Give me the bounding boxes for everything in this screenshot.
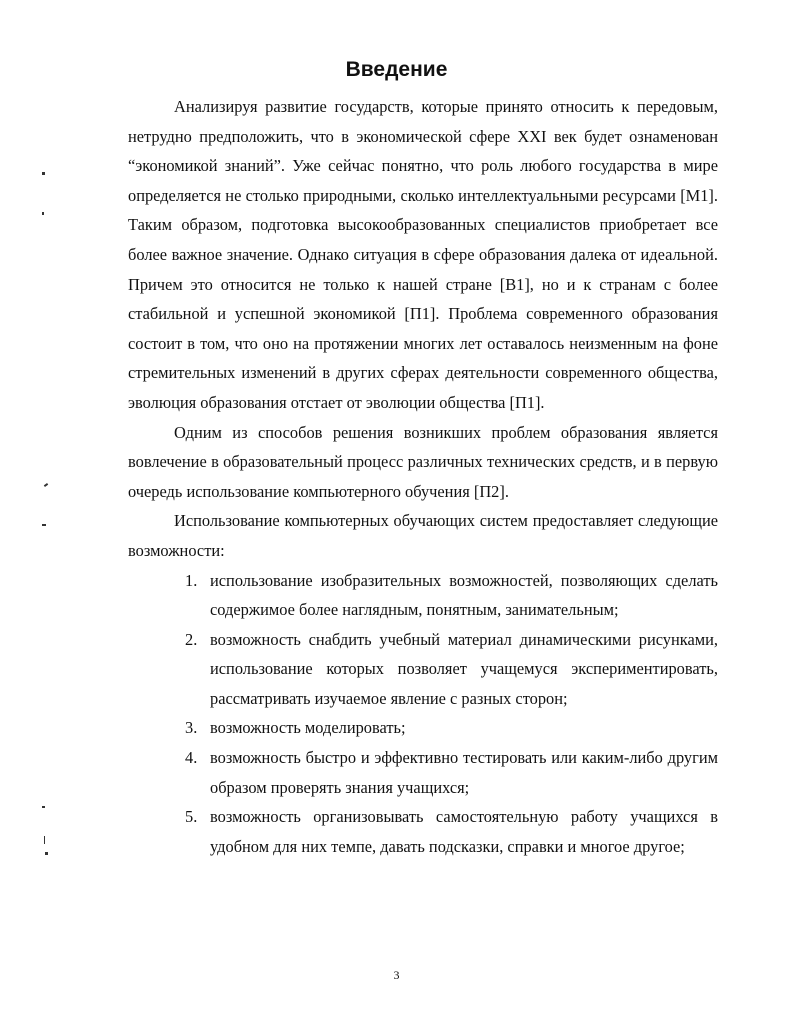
list-item [185, 713, 718, 743]
list-item-number: 4. [185, 748, 198, 768]
scan-artifact [45, 852, 48, 855]
scan-artifact [42, 212, 44, 215]
list-item [185, 625, 718, 714]
scan-artifact [44, 836, 45, 844]
list-item [185, 743, 718, 802]
scan-artifact [44, 483, 48, 487]
paragraph-solution: Одним из способов решения возникших проблем образования является вовлечение в образовательный процесс различных технических средств, и в первую очередь использование компьютерного обучения [П2]. [128, 422, 718, 501]
page-title: Введение [345, 58, 448, 81]
list-item-text: возможность быстро и эффективно тестировать или каким-либо другим образом проверять знания учащихся; [210, 748, 718, 797]
scan-artifact [42, 806, 45, 808]
capabilities-list [128, 566, 718, 862]
list-item [185, 566, 718, 625]
list-item-text: использование изобразительных возможностей, позволяющих сделать содержимое более наглядным, понятным, занимательным; [210, 570, 718, 620]
page-number: 3 [393, 968, 400, 982]
list-item-number: 3. [185, 718, 198, 738]
paragraph-list-lead: Использование компьютерных обучающих систем предоставляет следующие возможности: [128, 511, 718, 560]
list-item [185, 802, 718, 861]
paragraph-intro: Анализируя развитие государств, которые принято относить к передовым, нетрудно предположить, что в экономической сфере XXI век будет ознаменован “экономикой знаний”. Уже сейчас понятно, что роль любого государства в мире определяется не столько природными, сколько интеллектуальными ресурсами [M1]. Таким образом, подготовка высокообразованных специалистов приобретает все более важное значение. Однако ситуация в сфере образования далека от идеальной. Причем это относится не только к нашей стране [B1], но и к странам с более стабильной и успешной экономикой [П1]. Проблема современного образования состоит в том, что оно на протяжении многих лет оставалось неизменным на фоне стремительных изменений в других сферах деятельности современного общества, эволюция образования отстает от эволюции общества [П1]. [128, 97, 718, 412]
scan-artifact [42, 172, 45, 175]
document-body [128, 92, 718, 861]
scan-artifact [42, 524, 46, 526]
list-item-number: 5. [185, 807, 198, 827]
list-item-number: 2. [185, 629, 198, 649]
list-item-number: 1. [185, 570, 198, 590]
list-item-text: возможность снабдить учебный материал динамическими рисунками, использование которых позволяет учащемуся экспериментировать, рассматривать изучаемое явление с разных сторон; [210, 629, 718, 708]
list-item-text: возможность моделировать; [210, 718, 406, 738]
list-item-text: возможность организовывать самостоятельную работу учащихся в удобном для них темпе, давать подсказки, справки и многое другое; [210, 807, 718, 856]
